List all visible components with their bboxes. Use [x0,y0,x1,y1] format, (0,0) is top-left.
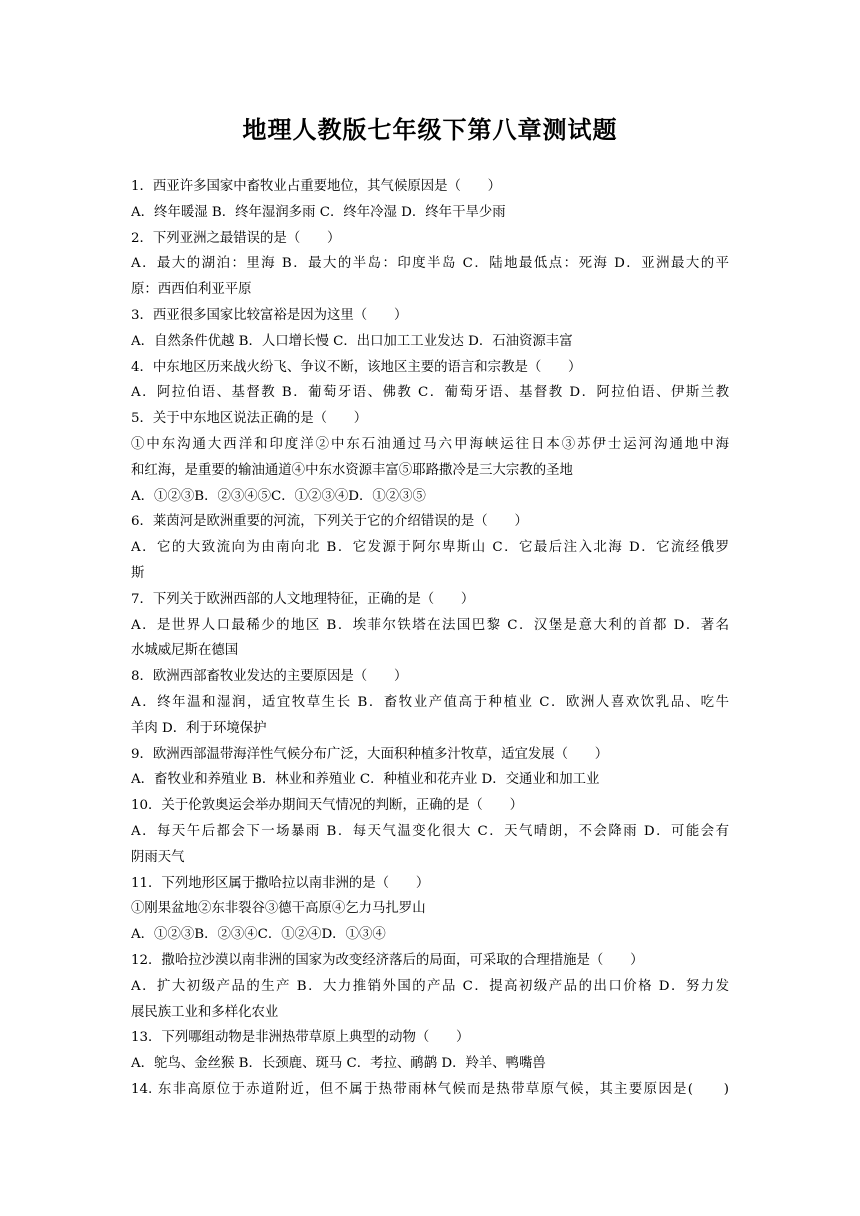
question-4-options: A．阿拉伯语、基督教 B．葡萄牙语、佛教 C．葡萄牙语、基督教 D．阿拉伯语、伊斯兰教 [131,385,729,401]
question-9-options: A．畜牧业和养殖业 B．林业和养殖业 C．种植业和花卉业 D．交通业和加工业 [131,772,600,788]
question-11-text: 11．下列地形区属于撒哈拉以南非洲的是（ ） [131,875,430,891]
question-7-options: A．是世界人口最稀少的地区 B．埃菲尔铁塔在法国巴黎 C．汉堡是意大利的首都 D．著名 [131,617,729,633]
question-9-text: 9．欧洲西部温带海洋性气候分布广泛，大面积种植多汁牧草，适宜发展（ ） [131,746,609,762]
question-11-statements: ①刚果盆地②东非裂谷③德干高原④乞力马扎罗山 [131,901,426,917]
question-12-text: 12．撒哈拉沙漠以南非洲的国家为改变经济落后的局面，可采取的合理措施是（ ） [131,952,644,968]
question-5-statements-cont: 和红海，是重要的输油通道④中东水资源丰富⑤耶路撒冷是三大宗教的圣地 [131,462,573,478]
question-3-options: A．自然条件优越 B．人口增长慢 C．出口加工工业发达 D．石油资源丰富 [131,333,573,349]
question-8-text: 8．欧洲西部畜牧业发达的主要原因是（ ） [131,669,408,685]
question-2-text: 2．下列亚洲之最错误的是（ ） [131,230,341,246]
question-3-text: 3．西亚很多国家比较富裕是因为这里（ ） [131,307,408,323]
question-4-text: 4．中东地区历来战火纷飞、争议不断，该地区主要的语言和宗教是（ ） [131,359,582,375]
question-6-options-cont: 斯 [131,565,145,581]
question-2-options-cont: 原：西西伯利亚平原 [131,282,252,298]
question-14-text: 14. 东非高原位于赤道附近，但不属于热带雨林气候而是热带草原气候，其主要原因是( ) [131,1081,729,1097]
question-7-options-cont: 水城威尼斯在德国 [131,643,239,659]
question-5-text: 5．关于中东地区说法正确的是（ ） [131,411,368,427]
question-1-text: 1．西亚许多国家中畜牧业占重要地位，其气候原因是（ ） [131,179,502,194]
question-10-text: 10．关于伦敦奥运会举办期间天气情况的判断，正确的是（ ） [131,798,523,814]
question-5-statements: ①中东沟通大西洋和印度洋②中东石油通过马六甲海峡运往日本③苏伊士运河沟通地中海 [131,436,729,452]
question-11-options: A．①②③B．②③④C．①②④D．①③④ [131,927,386,943]
question-2-options: A．最大的湖泊：里海 B．最大的半岛：印度半岛 C．陆地最低点：死海 D．亚洲最大的平 [131,256,729,272]
question-list [131,174,729,1103]
question-12-options-cont: 展民族工业和多样化农业 [131,1004,279,1020]
question-10-options-cont: 阴雨天气 [131,849,185,865]
question-13-options: A．鸵鸟、金丝猴 B．长颈鹿、斑马 C．考拉、鸸鹋 D．羚羊、鸭嘴兽 [131,1056,546,1072]
question-10-options: A．每天午后都会下一场暴雨 B．每天气温变化很大 C．天气晴朗，不会降雨 D．可能会有 [131,823,729,839]
question-5-options: A．①②③B．②③④⑤C．①②③④D．①②③⑤ [131,488,426,504]
question-1-options: A．终年暖湿 B．终年湿润多雨 C．终年冷湿 D．终年干旱少雨 [131,204,506,220]
question-6-options: A．它的大致流向为由南向北 B．它发源于阿尔卑斯山 C．它最后注入北海 D．它流经俄罗 [131,540,729,556]
question-7-text: 7．下列关于欧洲西部的人文地理特征，正确的是（ ） [131,591,475,607]
question-12-options: A．扩大初级产品的生产 B．大力推销外国的产品 C．提高初级产品的出口价格 D．努力发 [131,978,729,994]
question-8-options: A．终年温和湿润，适宜牧草生长 B．畜牧业产值高于种植业 C．欧洲人喜欢饮乳品、吃牛 [131,694,729,710]
question-13-text: 13．下列哪组动物是非洲热带草原上典型的动物（ ） [131,1030,470,1046]
document-title: 地理人教版七年级下第八章测试题 [242,116,618,144]
question-8-options-cont: 羊肉 D．利于环境保护 [131,720,267,736]
question-6-text: 6．莱茵河是欧洲重要的河流，下列关于它的介绍错误的是（ ） [131,514,528,530]
